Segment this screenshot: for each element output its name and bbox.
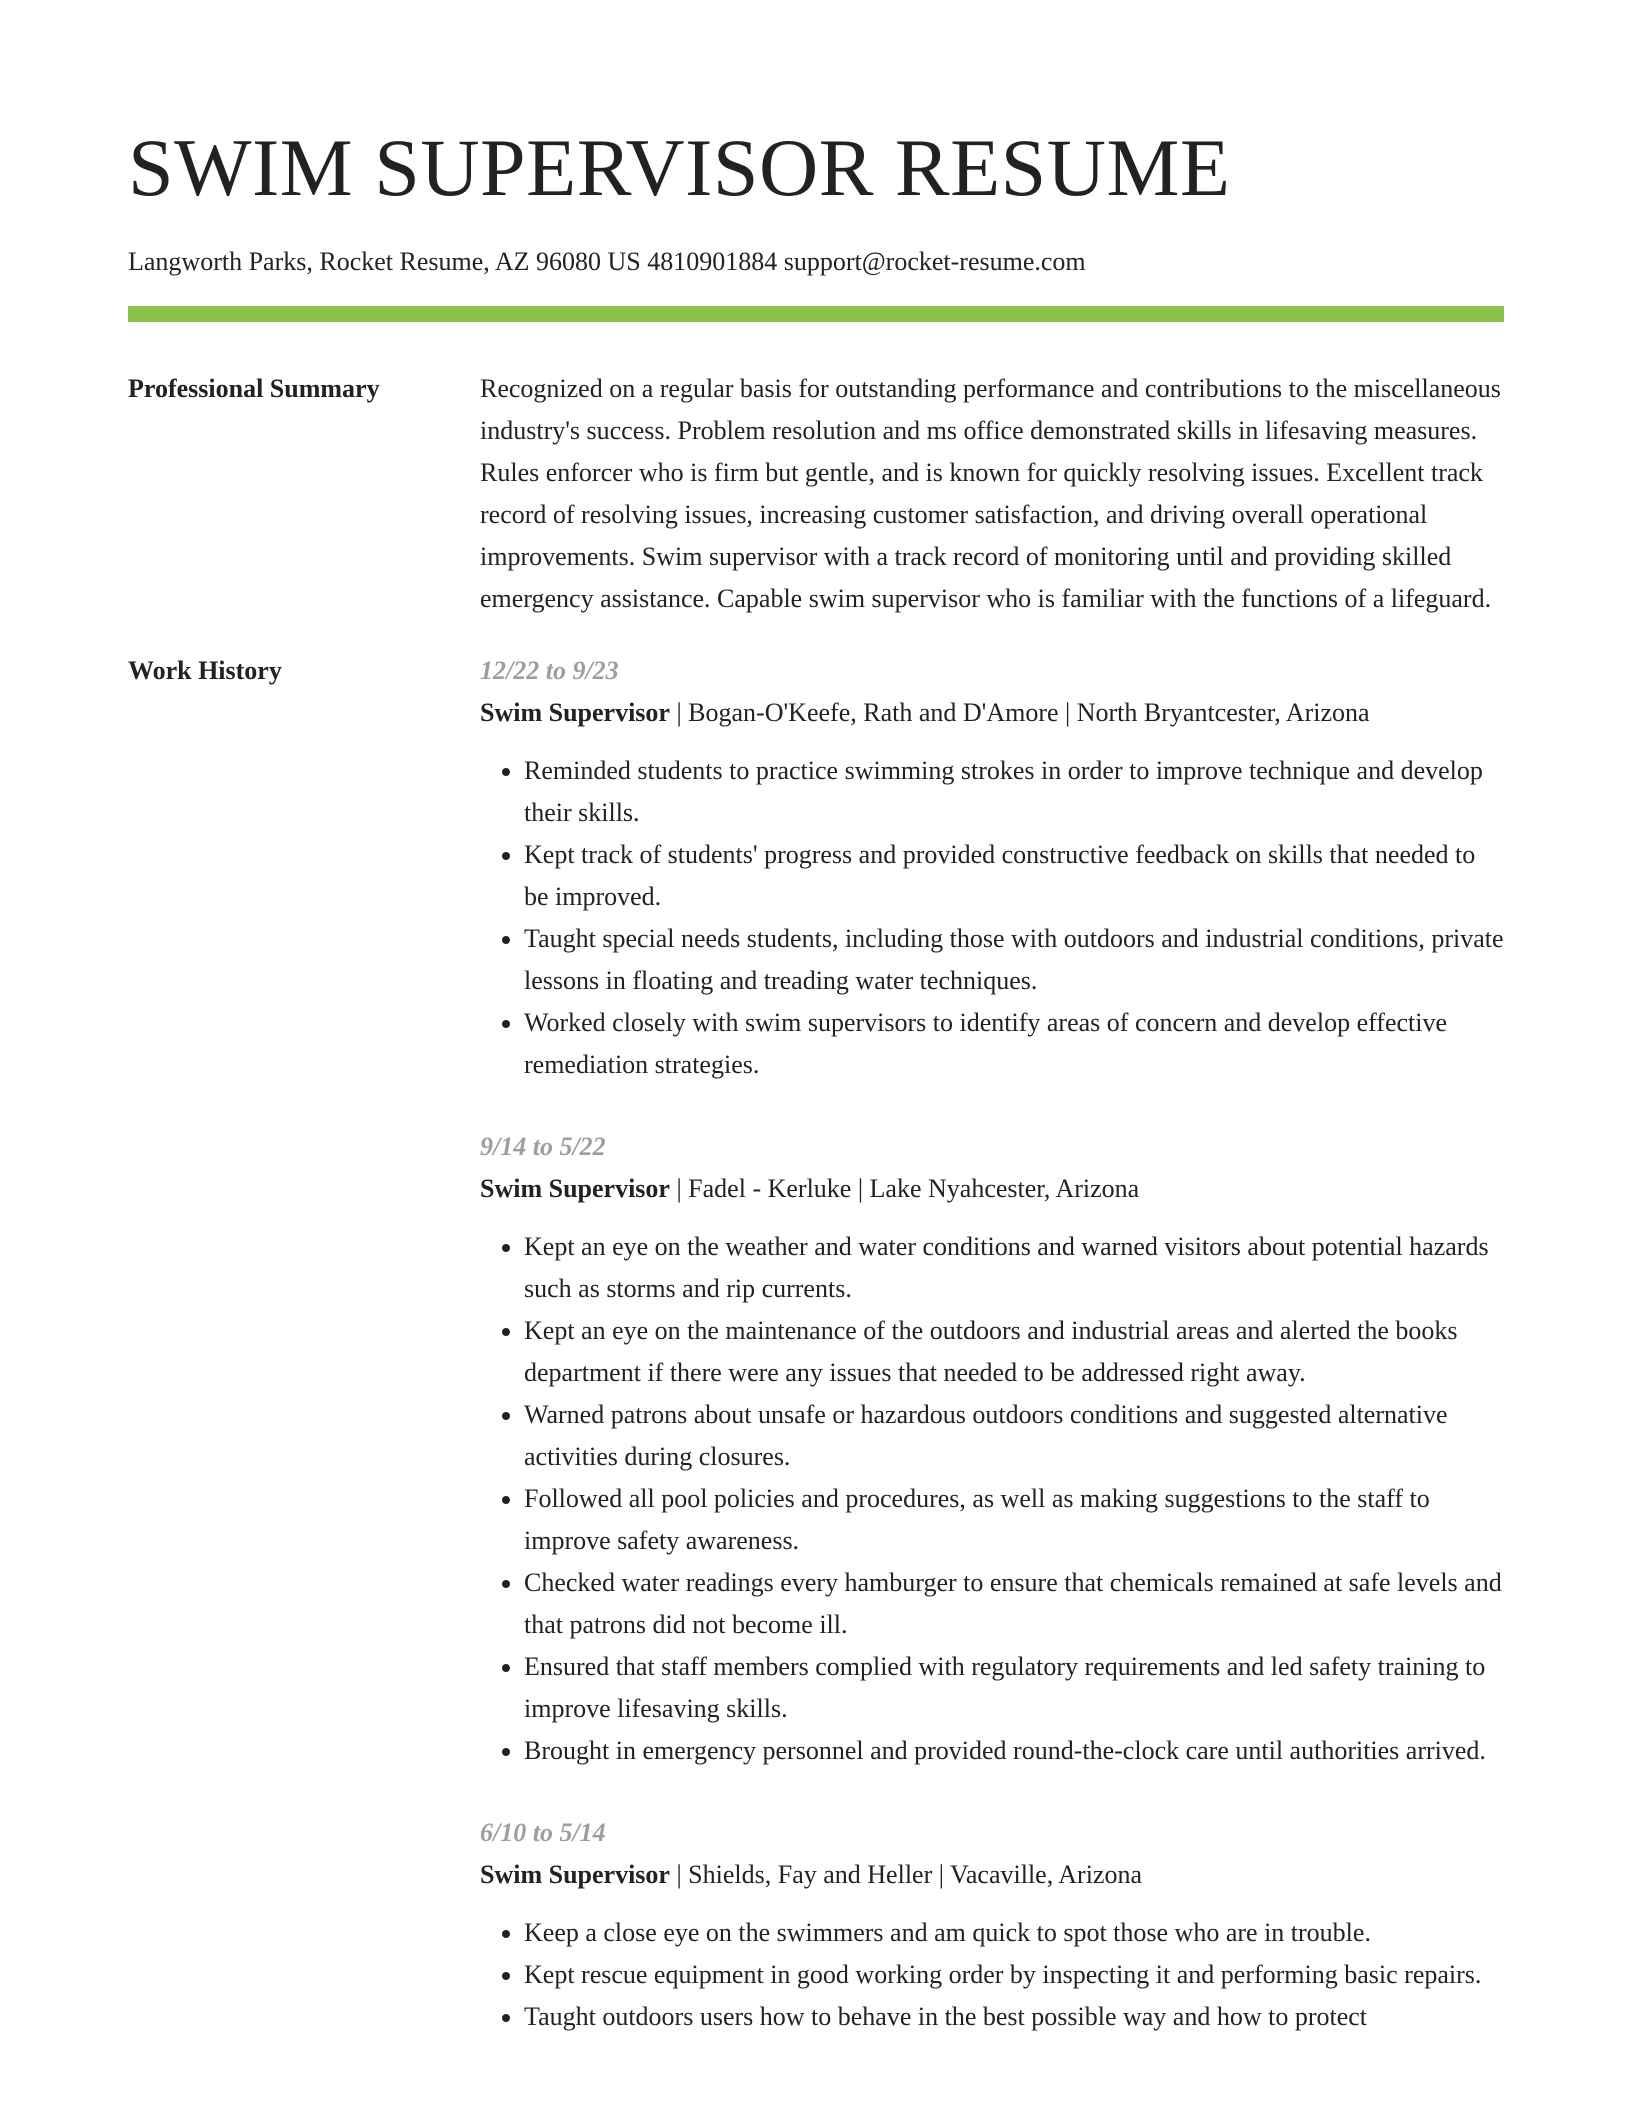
job-bullet: • Kept an eye on the weather and water conditions and warned visitors about potential hazards such as storms and rip currents. xyxy=(524,1226,1504,1310)
job-bullet: • Worked closely with swim supervisors to identify areas of concern and develop effective remediation strategies. xyxy=(524,1002,1504,1086)
job-entry xyxy=(480,1812,1504,2038)
job-entry xyxy=(480,1126,1504,1772)
job-role: Swim Supervisor xyxy=(480,1860,670,1889)
resume-page xyxy=(128,0,1504,2078)
contact-line: Langworth Parks, Rocket Resume, AZ 96080 US 4810901884 support@rocket-resume.com xyxy=(128,247,1086,276)
job-employer-location: | Bogan-O'Keefe, Rath and D'Amore | North Bryantcester, Arizona xyxy=(669,698,1370,727)
job-bullet: • Checked water readings every hamburger to ensure that chemicals remained at safe levels and that patrons did not become ill. xyxy=(524,1562,1504,1646)
job-bullet: • Kept rescue equipment in good working order by inspecting it and performing basic repairs. xyxy=(524,1954,1504,1996)
job-bullet: • Taught special needs students, including those with outdoors and industrial conditions, private lessons in floating and treading water techniques. xyxy=(524,918,1504,1002)
job-list xyxy=(480,650,1504,2078)
job-bullet: • Ensured that staff members complied with regulatory requirements and led safety training to improve lifesaving skills. xyxy=(524,1646,1504,1730)
job-bullet-list xyxy=(480,750,1504,1086)
job-bullet: • Brought in emergency personnel and provided round-the-clock care until authorities arrived. xyxy=(524,1730,1504,1772)
professional-summary-section xyxy=(128,368,1504,620)
job-entry xyxy=(480,650,1504,1086)
job-dates: 9/14 to 5/22 xyxy=(480,1132,606,1161)
job-role: Swim Supervisor xyxy=(480,698,670,727)
job-bullet-list xyxy=(480,1226,1504,1772)
job-title-line xyxy=(480,692,1504,734)
job-employer-location: | Shields, Fay and Heller | Vacaville, Arizona xyxy=(669,1860,1143,1889)
job-employer-location: | Fadel - Kerluke | Lake Nyahcester, Arizona xyxy=(669,1174,1140,1203)
job-title-line xyxy=(480,1168,1504,1210)
job-role: Swim Supervisor xyxy=(480,1174,670,1203)
summary-text: Recognized on a regular basis for outstanding performance and contributions to the miscellaneous industry's success. Problem resolution and ms office demonstrated skills in lifesaving measures. Rules enforcer who is firm but gentle, and is known for quickly resolving issues. Excellent track record of resolving issues, increasing customer satisfaction, and driving overall operational improvements. Swim supervisor with a track record of monitoring until and providing skilled emergency assistance. Capable swim supervisor who is familiar with the functions of a lifeguard. xyxy=(480,374,1501,613)
job-bullet: • Keep a close eye on the swimmers and am quick to spot those who are in trouble. xyxy=(524,1912,1504,1954)
job-bullet: • Warned patrons about unsafe or hazardous outdoors conditions and suggested alternative activities during closures. xyxy=(524,1394,1504,1478)
section-label-work-history: Work History xyxy=(128,656,282,685)
job-bullet-list xyxy=(480,1912,1504,2038)
work-history-section xyxy=(128,650,1504,2078)
job-title-line xyxy=(480,1854,1504,1896)
job-dates: 12/22 to 9/23 xyxy=(480,656,619,685)
job-bullet: • Reminded students to practice swimming strokes in order to improve technique and develop their skills. xyxy=(524,750,1504,834)
job-bullet: • Kept track of students' progress and provided constructive feedback on skills that needed to be improved. xyxy=(524,834,1504,918)
job-dates: 6/10 to 5/14 xyxy=(480,1818,606,1847)
accent-divider xyxy=(128,306,1504,322)
job-bullet: • Kept an eye on the maintenance of the outdoors and industrial areas and alerted the books department if there were any issues that needed to be addressed right away. xyxy=(524,1310,1504,1394)
section-label-summary: Professional Summary xyxy=(128,374,380,403)
resume-title: SWIM SUPERVISOR RESUME xyxy=(128,122,1231,213)
job-bullet: • Taught outdoors users how to behave in the best possible way and how to protect xyxy=(524,1996,1504,2038)
job-bullet: • Followed all pool policies and procedures, as well as making suggestions to the staff to improve safety awareness. xyxy=(524,1478,1504,1562)
